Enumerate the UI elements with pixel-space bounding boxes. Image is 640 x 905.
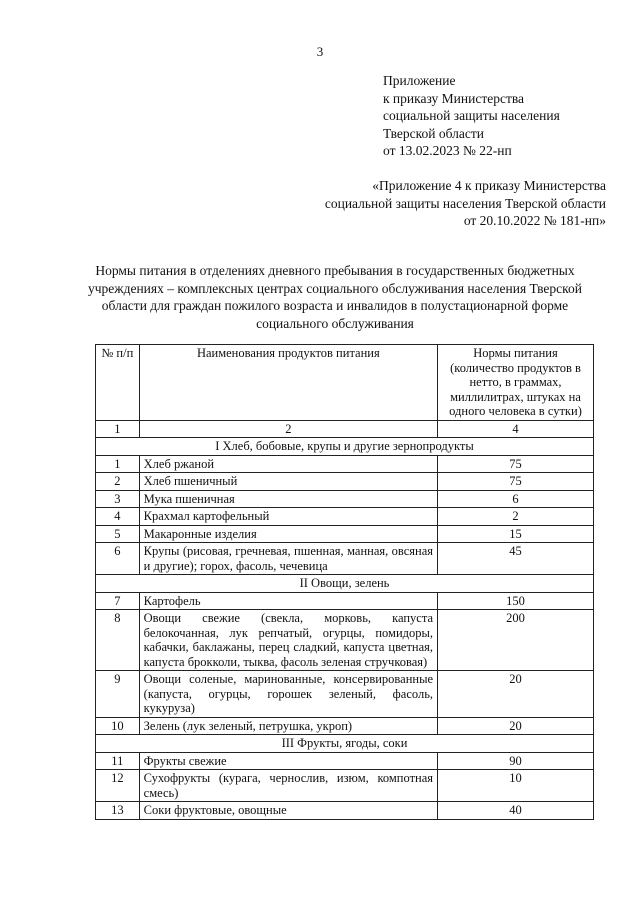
appendix-line: от 13.02.2023 № 22-нп: [383, 143, 512, 158]
appendix-line: социальной защиты населения: [383, 108, 560, 123]
appendix-reference-line: социальной защиты населения Тверской области: [324, 195, 606, 211]
header-product-name: Наименования продуктов питания: [139, 345, 437, 421]
header-num: № п/п: [96, 345, 140, 421]
column-number: 2: [139, 420, 437, 438]
table-row: [96, 610, 594, 671]
row-number: 7: [96, 592, 140, 610]
product-name: Макаронные изделия: [139, 525, 437, 543]
row-number: 8: [96, 610, 140, 671]
appendix-reference-block: [325, 177, 606, 230]
table-row: [96, 508, 594, 526]
row-number: 13: [96, 802, 140, 820]
product-name: Крахмал картофельный: [139, 508, 437, 526]
product-name: Крупы (рисовая, гречневая, пшенная, манная, овсяная и другие); горох, фасоль, чечевица: [139, 543, 437, 575]
norm-value: 10: [438, 770, 594, 802]
norm-value: 15: [438, 525, 594, 543]
row-number: 10: [96, 717, 140, 735]
norm-value: 45: [438, 543, 594, 575]
nutrition-norms-table: [95, 344, 594, 820]
appendix-reference-line: от 20.10.2022 № 181-нп»: [463, 213, 606, 228]
product-name: Соки фруктовые, овощные: [139, 802, 437, 820]
column-number-row: [96, 420, 594, 438]
row-number: 1: [96, 455, 140, 473]
column-number: 1: [96, 420, 140, 438]
product-name: Хлеб пшеничный: [139, 473, 437, 491]
row-number: 6: [96, 543, 140, 575]
norm-value: 40: [438, 802, 594, 820]
product-name: Хлеб ржаной: [139, 455, 437, 473]
appendix-line: к приказу Министерства: [383, 90, 525, 106]
norm-value: 200: [438, 610, 594, 671]
table-row: [96, 717, 594, 735]
section-title: III Фрукты, ягоды, соки: [96, 735, 594, 753]
table-row: [96, 770, 594, 802]
appendix-line: Тверской области: [383, 125, 484, 141]
table-row: [96, 455, 594, 473]
row-number: 2: [96, 473, 140, 491]
section-row: [96, 438, 594, 456]
header-norm: Нормы питания (количество продуктов в нетто, в граммах, миллилитрах, штуках на одного человека в сутки): [438, 345, 594, 421]
section-row: [96, 575, 594, 593]
column-number: 4: [438, 420, 594, 438]
section-title: I Хлеб, бобовые, крупы и другие зернопродукты: [96, 438, 594, 456]
product-name: Фрукты свежие: [139, 752, 437, 770]
page-number: 3: [316, 44, 324, 59]
table-row: [96, 671, 594, 718]
product-name: Овощи свежие (свекла, морковь, капуста белокочанная, лук репчатый, огурцы, помидоры, кабачки, баклажаны, перец сладкий, капуста цветная, капуста брокколи, тыква, фасоль зеленая стручковая): [139, 610, 437, 671]
section-row: [96, 735, 594, 753]
norm-value: 150: [438, 592, 594, 610]
norm-value: 6: [438, 490, 594, 508]
product-name: Сухофрукты (курага, чернослив, изюм, компотная смесь): [139, 770, 437, 802]
product-name: Овощи соленые, маринованные, консервированные (капуста, огурцы, горошек зеленый, фасоль, кукуруза): [139, 671, 437, 718]
norm-value: 75: [438, 473, 594, 491]
row-number: 3: [96, 490, 140, 508]
product-name: Картофель: [139, 592, 437, 610]
table-row: [96, 525, 594, 543]
row-number: 11: [96, 752, 140, 770]
table-row: [96, 752, 594, 770]
norm-value: 75: [438, 455, 594, 473]
norm-value: 90: [438, 752, 594, 770]
appendix-line: Приложение: [383, 73, 456, 88]
table-row: [96, 490, 594, 508]
norm-value: 2: [438, 508, 594, 526]
table-row: [96, 473, 594, 491]
row-number: 5: [96, 525, 140, 543]
row-number: 12: [96, 770, 140, 802]
norm-value: 20: [438, 671, 594, 718]
table-row: [96, 592, 594, 610]
table-row: [96, 543, 594, 575]
table-row: [96, 802, 594, 820]
appendix-block: [383, 72, 560, 160]
norm-value: 20: [438, 717, 594, 735]
product-name: Мука пшеничная: [139, 490, 437, 508]
row-number: 9: [96, 671, 140, 718]
section-title: II Овощи, зелень: [96, 575, 594, 593]
table-header-row: [96, 345, 594, 421]
product-name: Зелень (лук зеленый, петрушка, укроп): [139, 717, 437, 735]
document-title: Нормы питания в отделениях дневного пребывания в государственных бюджетных учреждениях – комплексных центрах социального обслуживания населения Тверской области для граждан пожилого возраста и инвалидов в полустационарной форме социального обслуживания: [87, 263, 582, 331]
appendix-reference-line: «Приложение 4 к приказу Министерства: [372, 178, 606, 193]
row-number: 4: [96, 508, 140, 526]
